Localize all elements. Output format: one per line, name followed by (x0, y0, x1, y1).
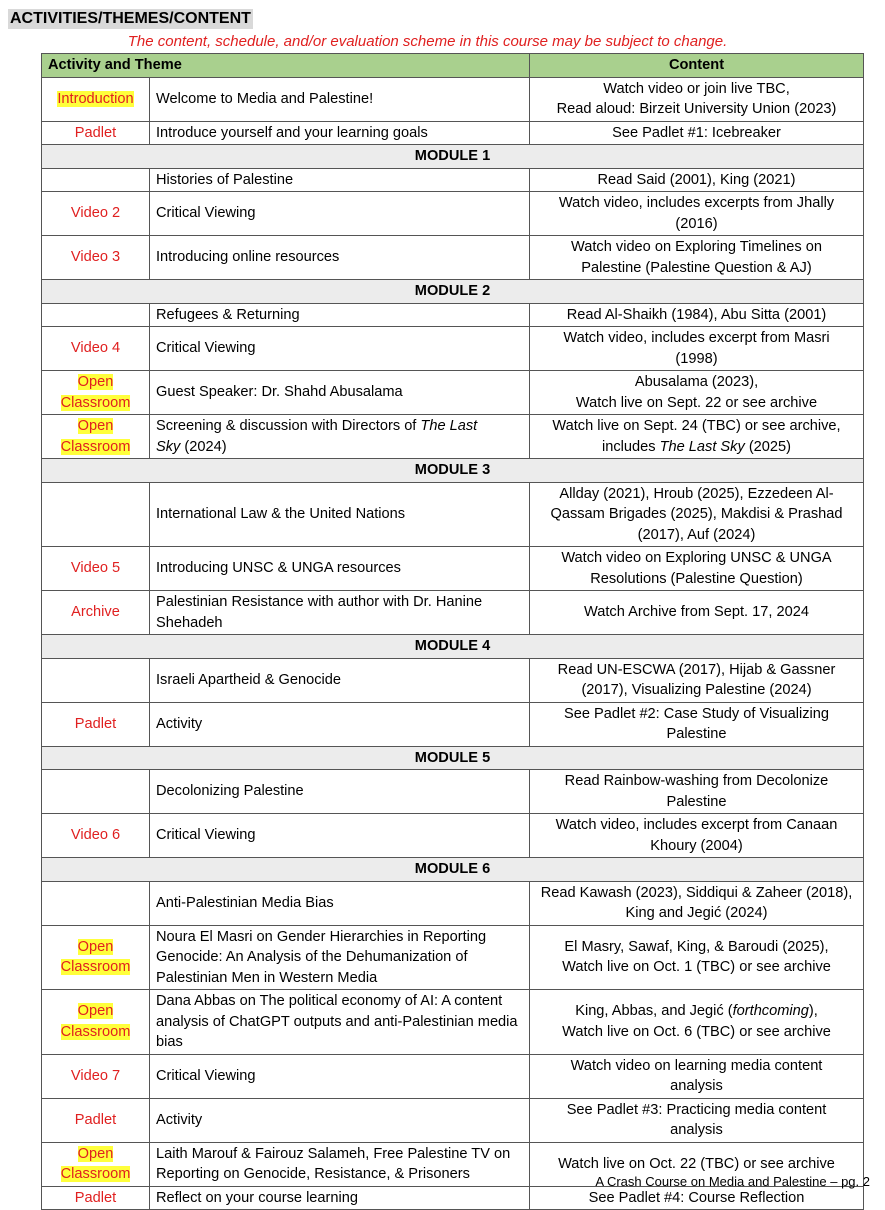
content-cell (530, 702, 864, 746)
theme-cell (150, 925, 530, 990)
theme-text: Noura El Masri on Gender Hierarchies in Reporting Genocide: An Analysis of the Dehumanization of Palestinian Men in Western Media (156, 928, 487, 986)
theme-text: Sky (156, 438, 181, 455)
table-row (42, 192, 864, 236)
header-activity-theme: Activity and Theme (42, 54, 530, 78)
theme-text: Introduce yourself and your learning goals (156, 124, 428, 141)
theme-text: Critical Viewing (156, 1067, 256, 1084)
content-cell (530, 121, 864, 145)
activity-cell (42, 236, 150, 280)
activity-cell (42, 881, 150, 925)
page-footer: A Crash Course on Media and Palestine – pg. 2 (595, 1174, 870, 1189)
content-text: Khoury (2004) (650, 837, 743, 854)
theme-text: Introducing UNSC & UNGA resources (156, 560, 401, 577)
content-text: (1998) (675, 350, 718, 367)
content-text: Read Al-Shaikh (1984), Abu Sitta (2001) (566, 306, 827, 323)
content-cell (530, 192, 864, 236)
activity-cell (42, 482, 150, 547)
module-label: MODULE 6 (42, 858, 864, 882)
activity-label: Classroom (60, 1023, 131, 1040)
theme-text: Reflect on your course learning (156, 1189, 358, 1206)
content-text: Palestine (Palestine Question & AJ) (581, 259, 812, 276)
content-text: See Padlet #1: Icebreaker (612, 124, 781, 141)
theme-text: Activity (156, 1111, 203, 1128)
activity-label: Padlet (74, 1189, 117, 1206)
table-row (42, 371, 864, 415)
table-row (42, 236, 864, 280)
schedule-table (41, 53, 864, 1210)
theme-cell (150, 1142, 530, 1186)
activity-label: Open (77, 1003, 114, 1020)
content-cell (530, 482, 864, 547)
content-cell (530, 881, 864, 925)
content-text: Resolutions (Palestine Question) (590, 570, 803, 587)
content-text: Watch video on Exploring Timelines on (571, 239, 822, 255)
content-text: forthcoming (732, 1003, 809, 1020)
theme-text: Welcome to Media and Palestine! (156, 90, 374, 107)
activity-label: Classroom (60, 1166, 131, 1182)
content-text: The Last Sky (659, 438, 745, 455)
content-text: analysis (670, 1122, 723, 1138)
content-text: Abusalama (2023), (634, 374, 759, 390)
content-text: See Padlet #3: Practicing media content (566, 1101, 827, 1118)
theme-cell (150, 168, 530, 192)
content-text: Watch video on learning media content (570, 1057, 823, 1074)
table-row (42, 1186, 864, 1210)
content-text: Watch live on Oct. 22 (TBC) or see archive (558, 1155, 835, 1172)
theme-cell (150, 121, 530, 145)
change-notice: The content, schedule, and/or evaluation scheme in this course may be subject to change. (127, 33, 728, 50)
content-cell (530, 658, 864, 702)
page-title: ACTIVITIES/THEMES/CONTENT (10, 10, 251, 27)
content-cell (530, 1054, 864, 1098)
theme-cell (150, 770, 530, 814)
content-cell (530, 814, 864, 858)
content-text: Read Rainbow-washing from Decolonize (564, 773, 829, 789)
table-row (42, 990, 864, 1055)
theme-text: International Law & the United Nations (156, 506, 406, 522)
content-text: Palestine (666, 793, 727, 810)
content-text: Watch live on Sept. 22 or see archive (575, 394, 818, 411)
activity-label: Padlet (74, 715, 117, 732)
theme-text: Refugees & Returning (156, 306, 300, 323)
activity-label: Classroom (60, 438, 131, 455)
module-row (42, 858, 864, 882)
theme-cell (150, 814, 530, 858)
table-row (42, 881, 864, 925)
activity-cell (42, 371, 150, 415)
theme-text: Anti-Palestinian Media Bias (156, 894, 334, 911)
content-text: (2017), Visualizing Palestine (2024) (581, 682, 812, 698)
theme-cell (150, 1186, 530, 1210)
module-label: MODULE 4 (42, 635, 864, 659)
activity-cell (42, 77, 150, 121)
activity-cell (42, 702, 150, 746)
content-cell (530, 303, 864, 327)
content-text: King and Jegić (2024) (625, 905, 768, 921)
content-text: See Padlet #4: Course Reflection (588, 1189, 805, 1206)
content-text: Palestine (666, 726, 727, 742)
content-text: (2025) (744, 438, 792, 455)
content-cell (530, 77, 864, 121)
activity-label: Open (77, 418, 114, 434)
table-row (42, 547, 864, 591)
content-cell (530, 770, 864, 814)
activity-label: Open (77, 374, 114, 390)
theme-cell (150, 236, 530, 280)
content-text: El Masry, Sawaf, King, & Baroudi (2025), (564, 938, 829, 955)
activity-cell (42, 658, 150, 702)
content-cell (530, 236, 864, 280)
content-text: Read UN-ESCWA (2017), Hijab & Gassner (557, 661, 836, 678)
module-label: MODULE 3 (42, 459, 864, 483)
theme-cell (150, 192, 530, 236)
activity-cell (42, 814, 150, 858)
content-text: Watch video, includes excerpts from Jhally (558, 195, 835, 211)
theme-text: Critical Viewing (156, 827, 256, 844)
theme-text: Screening & discussion with Directors of (156, 418, 421, 434)
theme-cell (150, 881, 530, 925)
theme-text: Decolonizing Palestine (156, 783, 304, 800)
theme-cell (150, 591, 530, 635)
content-cell (530, 1186, 864, 1210)
theme-cell (150, 327, 530, 371)
activity-cell (42, 925, 150, 990)
content-text: See Padlet #2: Case Study of Visualizing (563, 705, 830, 722)
content-cell (530, 327, 864, 371)
content-text: Watch live on Oct. 6 (TBC) or see archive (562, 1023, 831, 1040)
theme-cell (150, 658, 530, 702)
activity-cell (42, 990, 150, 1055)
activity-cell (42, 547, 150, 591)
activity-label: Video 2 (70, 205, 121, 222)
activity-label: Padlet (74, 124, 117, 141)
table-row (42, 1098, 864, 1142)
activity-cell (42, 1186, 150, 1210)
content-cell (530, 1098, 864, 1142)
activity-cell (42, 192, 150, 236)
content-cell (530, 547, 864, 591)
content-cell (530, 925, 864, 990)
content-cell (530, 168, 864, 192)
table-row (42, 415, 864, 459)
theme-cell (150, 303, 530, 327)
content-text: Watch live on Oct. 1 (TBC) or see archive (562, 959, 831, 976)
table-row (42, 814, 864, 858)
theme-text: The Last (420, 418, 478, 434)
module-row (42, 746, 864, 770)
activity-cell (42, 303, 150, 327)
content-cell (530, 371, 864, 415)
module-row (42, 145, 864, 169)
table-row (42, 168, 864, 192)
activity-cell (42, 1142, 150, 1186)
theme-text: (2024) (180, 438, 227, 455)
table-row (42, 482, 864, 547)
table-row (42, 121, 864, 145)
table-row (42, 658, 864, 702)
theme-cell (150, 1098, 530, 1142)
activity-label: Classroom (60, 394, 131, 411)
theme-text: Dana Abbas on The political economy of AI: A content analysis of ChatGPT outputs and anti-Palestinian media bias (156, 993, 518, 1050)
activity-label: Padlet (74, 1111, 117, 1128)
table-row (42, 591, 864, 635)
activity-label: Classroom (60, 959, 131, 976)
table-row (42, 303, 864, 327)
content-text: (2017), Auf (2024) (637, 526, 756, 543)
content-text: Read Kawash (2023), Siddiqui & Zaheer (2018), (540, 884, 853, 901)
table-row (42, 925, 864, 990)
theme-text: Palestinian Resistance with author with Dr. Hanine Shehadeh (156, 594, 483, 631)
module-row (42, 459, 864, 483)
content-text: Read Said (2001), King (2021) (597, 171, 796, 188)
activity-cell (42, 327, 150, 371)
activity-label: Video 3 (70, 249, 121, 266)
activity-cell (42, 770, 150, 814)
activity-label: Introduction (57, 90, 134, 107)
table-row (42, 327, 864, 371)
module-label: MODULE 1 (42, 145, 864, 169)
activity-label: Video 4 (70, 340, 121, 357)
theme-text: Activity (156, 715, 203, 732)
theme-cell (150, 415, 530, 459)
theme-text: Guest Speaker: Dr. Shahd Abusalama (156, 384, 403, 401)
activity-label: Video 6 (70, 827, 121, 844)
theme-text: Introducing online resources (156, 249, 340, 266)
content-text: Watch video on Exploring UNSC & UNGA (561, 550, 832, 566)
activity-cell (42, 591, 150, 635)
activity-label: Open (77, 1145, 114, 1162)
activity-label: Video 5 (70, 560, 121, 577)
table-header-row (42, 54, 864, 78)
theme-text: Histories of Palestine (156, 171, 294, 188)
table-row (42, 770, 864, 814)
content-text: Watch Archive from Sept. 17, 2024 (584, 604, 809, 621)
table-row (42, 1054, 864, 1098)
theme-text: Laith Marouf & Fairouz Salameh, Free Palestine TV on Reporting on Genocide, Resistance, & Prisoners (156, 1145, 511, 1182)
theme-text: Critical Viewing (156, 340, 256, 357)
content-cell (530, 990, 864, 1055)
theme-cell (150, 547, 530, 591)
activity-cell (42, 1054, 150, 1098)
content-text: King, Abbas, and Jegić ( (575, 1003, 733, 1020)
module-row (42, 280, 864, 304)
theme-cell (150, 1054, 530, 1098)
content-cell (530, 415, 864, 459)
table-row (42, 77, 864, 121)
content-text: Read aloud: Birzeit University Union (2023) (556, 101, 837, 117)
theme-text: Israeli Apartheid & Genocide (156, 671, 341, 688)
activity-cell (42, 1098, 150, 1142)
theme-cell (150, 702, 530, 746)
content-text: analysis (670, 1078, 723, 1094)
content-text: (2016) (675, 215, 718, 232)
theme-text: Critical Viewing (156, 205, 256, 222)
content-text: Allday (2021), Hroub (2025), Ezzedeen Al- (559, 485, 834, 502)
content-text: Watch video, includes excerpt from Canaan (555, 817, 838, 833)
schedule-body (42, 77, 864, 1210)
activity-cell (42, 168, 150, 192)
content-text: Watch video, includes excerpt from Masri (563, 330, 830, 346)
activity-label: Video 7 (70, 1067, 121, 1084)
content-text: includes (601, 438, 660, 455)
activity-cell (42, 121, 150, 145)
module-label: MODULE 2 (42, 280, 864, 304)
theme-cell (150, 77, 530, 121)
module-row (42, 635, 864, 659)
content-text: Watch live on Sept. 24 (TBC) or see archive, (552, 418, 841, 434)
theme-cell (150, 990, 530, 1055)
module-label: MODULE 5 (42, 746, 864, 770)
table-row (42, 702, 864, 746)
content-cell (530, 591, 864, 635)
content-text: Qassam Brigades (2025), Makdisi & Prashad (550, 506, 843, 522)
theme-cell (150, 482, 530, 547)
content-text: ), (808, 1003, 818, 1020)
header-content: Content (530, 54, 864, 78)
activity-label: Archive (71, 604, 120, 621)
activity-label: Open (77, 938, 114, 955)
theme-cell (150, 371, 530, 415)
activity-cell (42, 415, 150, 459)
content-text: Watch video or join live TBC, (603, 80, 790, 97)
